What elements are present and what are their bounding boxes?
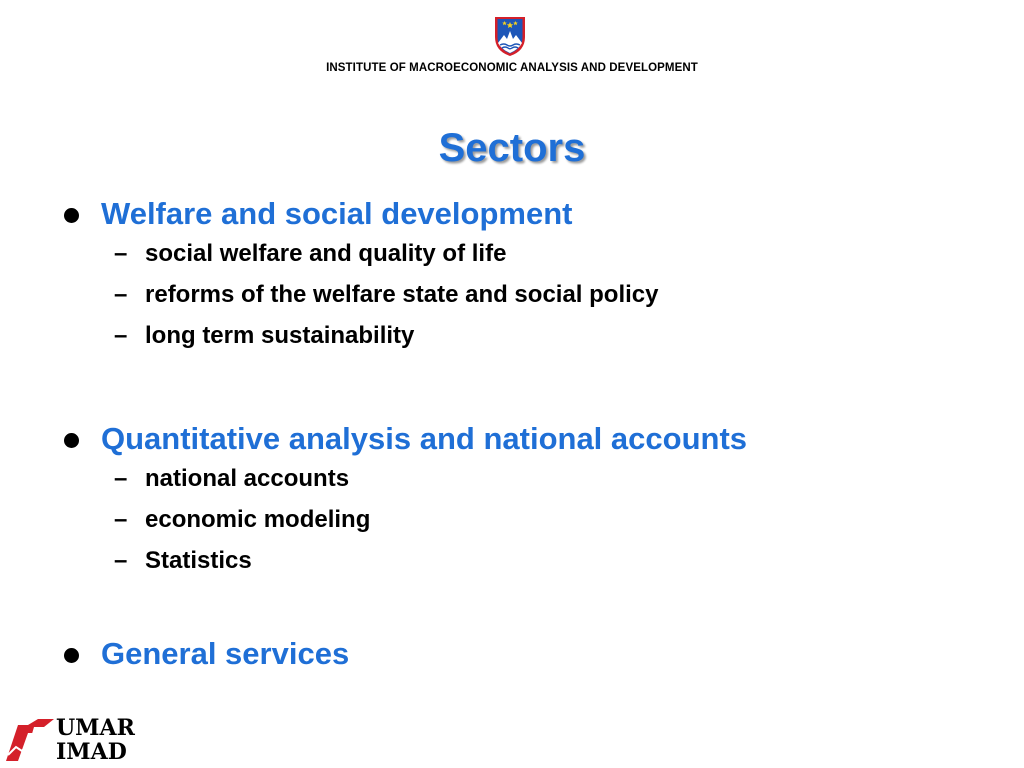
umar-imad-logo xyxy=(4,713,144,765)
dash-icon: – xyxy=(114,281,128,308)
sub-item-text: reforms of the welfare state and social policy xyxy=(145,281,659,308)
dash-icon: – xyxy=(114,547,128,574)
sub-item xyxy=(0,506,1024,547)
dash-icon: – xyxy=(114,322,128,349)
bullet-heading: Welfare and social development xyxy=(101,196,573,231)
slide-title: Sectors xyxy=(438,126,586,170)
bullet-item xyxy=(0,636,1024,680)
institute-name: INSTITUTE OF MACROECONOMIC ANALYSIS AND DEVELOPMENT xyxy=(326,62,698,74)
sub-item xyxy=(0,322,1024,363)
bullet-item xyxy=(0,421,1024,465)
section-general-services xyxy=(0,636,1024,680)
bullet-heading: Quantitative analysis and national accounts xyxy=(101,421,748,456)
bullet-item xyxy=(0,196,1024,240)
section-quantitative xyxy=(0,421,1024,588)
sub-item xyxy=(0,281,1024,322)
sub-item-text: economic modeling xyxy=(145,506,371,533)
sub-item-text: national accounts xyxy=(145,465,350,492)
section-welfare xyxy=(0,196,1024,363)
sub-item-text: social welfare and quality of life xyxy=(145,240,507,267)
sub-item-text: long term sustainability xyxy=(145,322,415,349)
sub-item xyxy=(0,240,1024,281)
bullet-dot-icon xyxy=(64,433,79,448)
sub-item xyxy=(0,465,1024,506)
dash-icon: – xyxy=(114,506,128,533)
bullet-dot-icon xyxy=(64,648,79,663)
bullet-heading: General services xyxy=(101,636,350,671)
umar-logo-mark-icon xyxy=(4,717,56,763)
sub-item xyxy=(0,547,1024,588)
dash-icon: – xyxy=(114,465,128,492)
logo-text-umar: UMAR xyxy=(56,715,135,741)
sub-item-text: Statistics xyxy=(145,547,252,574)
logo-text-imad: IMAD xyxy=(56,739,127,765)
dash-icon: – xyxy=(114,240,128,267)
bullet-dot-icon xyxy=(64,208,79,223)
